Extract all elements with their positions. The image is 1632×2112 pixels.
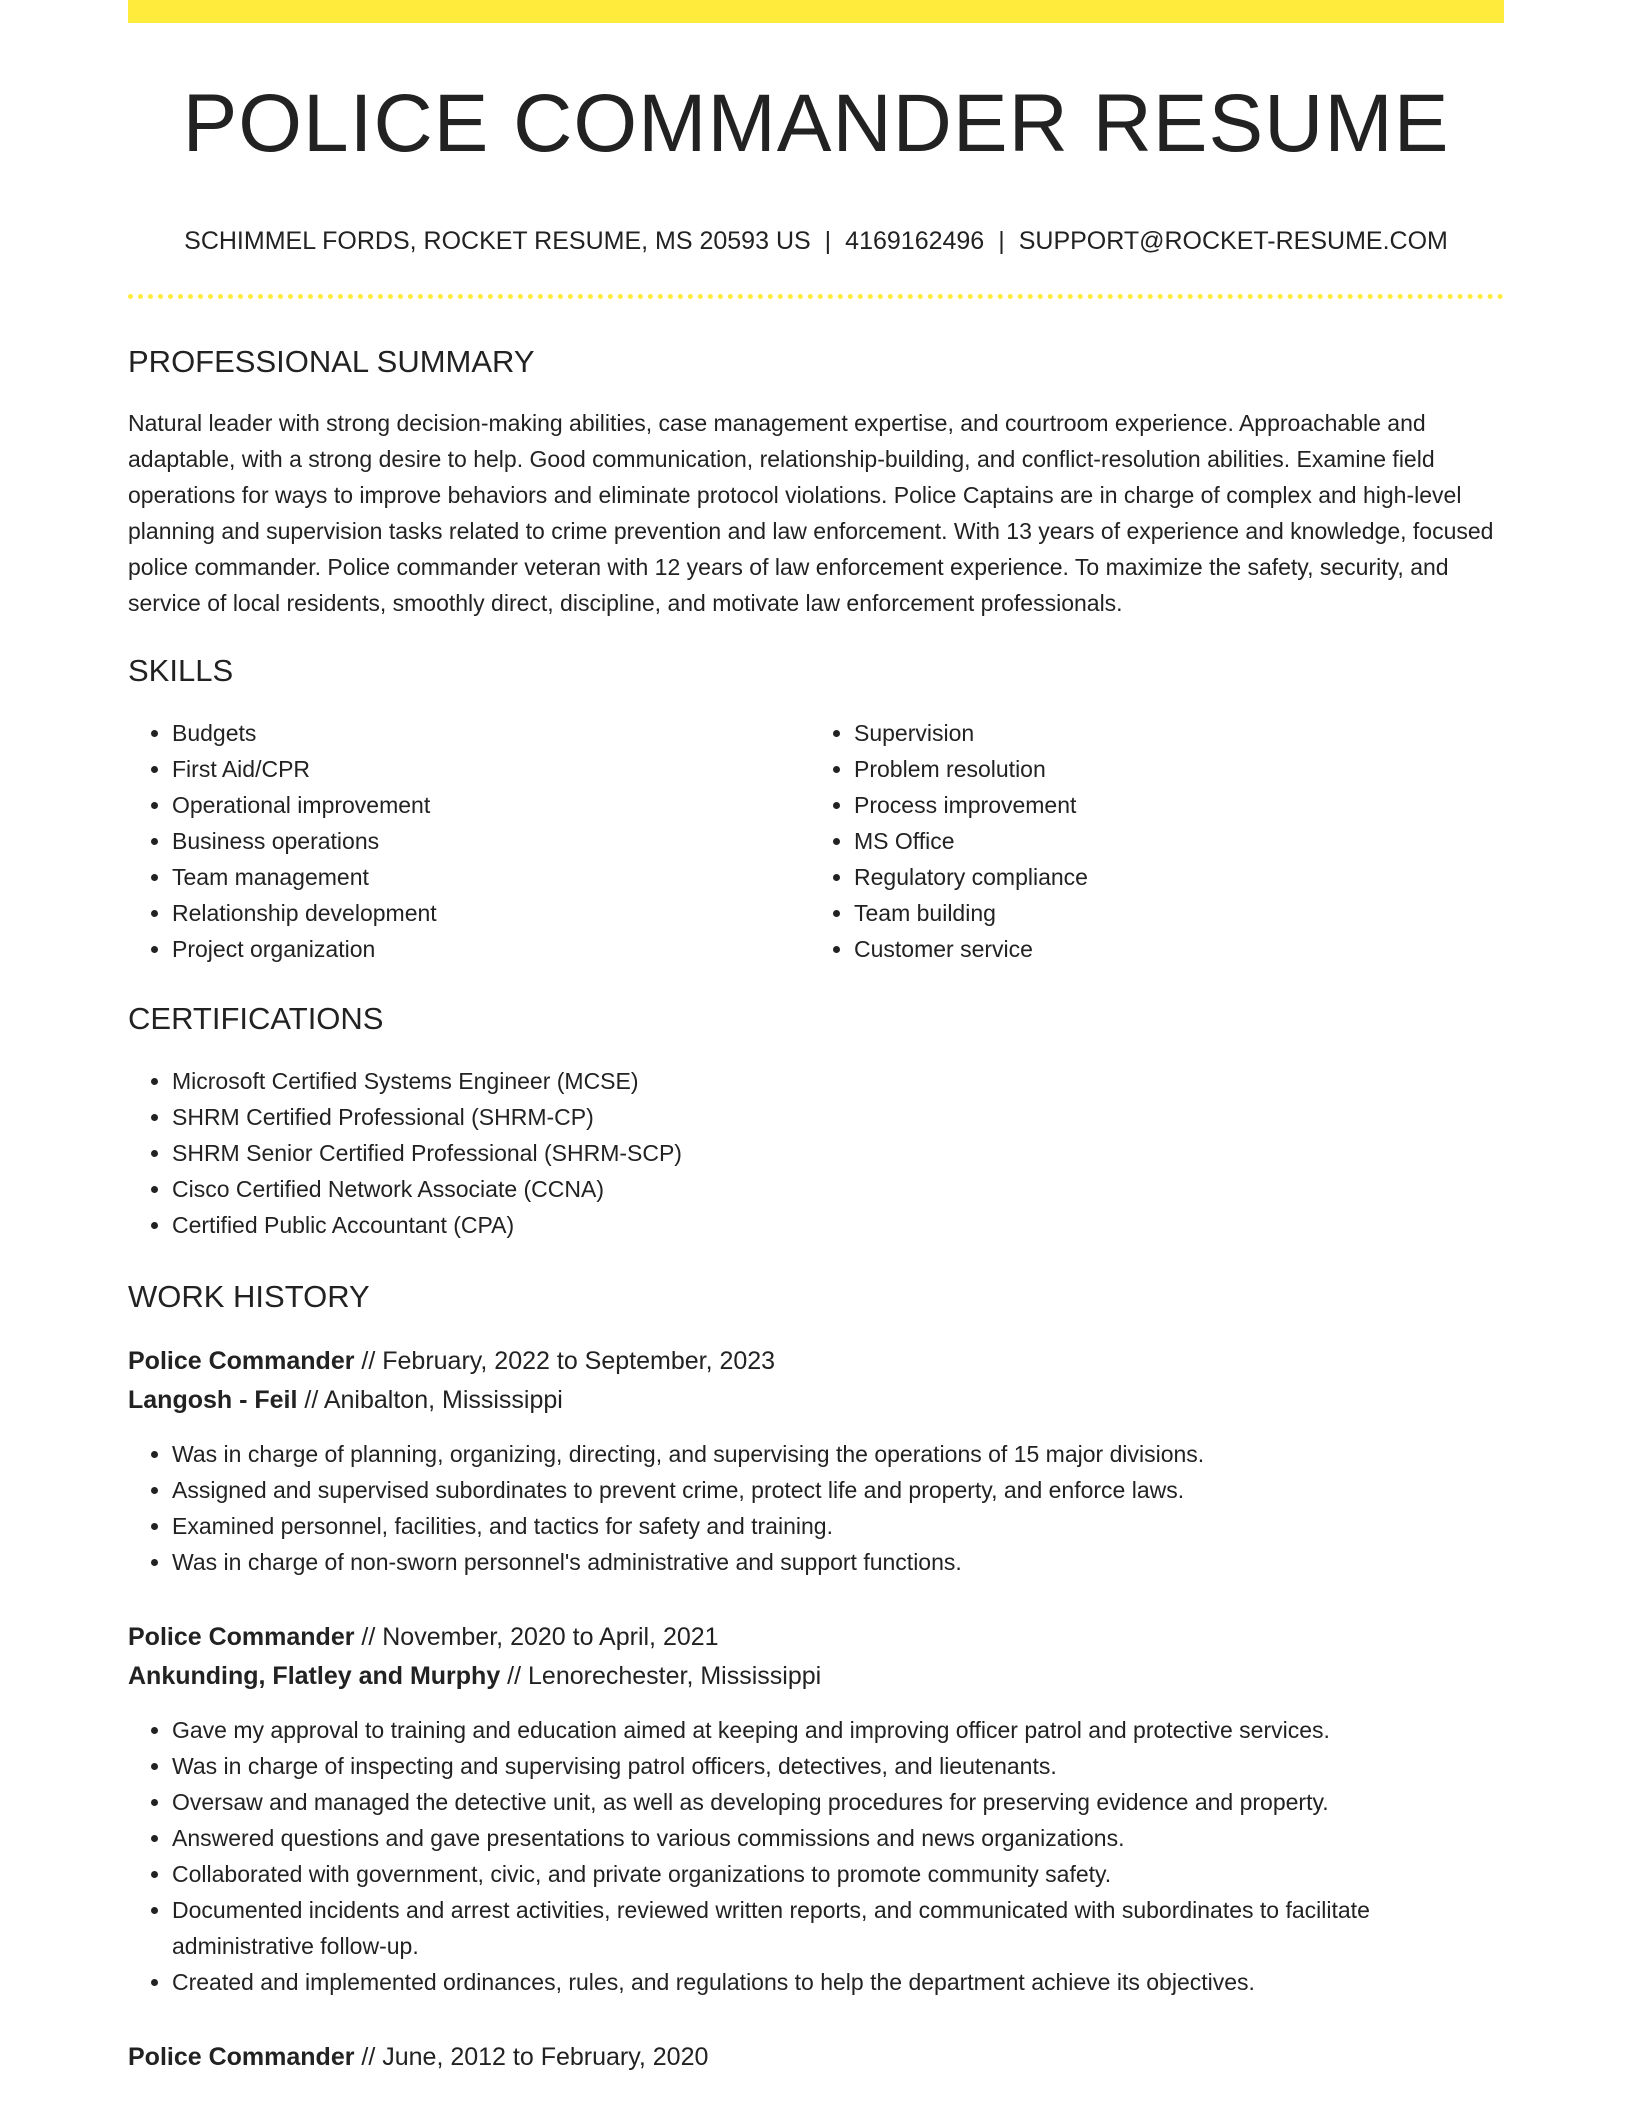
job-entry — [128, 1618, 1504, 2000]
skill-item: • Business operations — [172, 823, 806, 859]
contact-separator: | — [824, 227, 832, 255]
certification-item: • Certified Public Accountant (CPA) — [172, 1207, 1504, 1243]
skill-item: • First Aid/CPR — [172, 751, 806, 787]
job-bullet: • Assigned and supervised subordinates to prevent crime, protect life and property, and enforce laws. — [172, 1472, 1504, 1508]
job-title: Police Commander — [128, 1347, 355, 1375]
skill-item: • MS Office — [854, 823, 1488, 859]
skills-columns — [128, 715, 1504, 967]
job-bullet: • Was in charge of non-sworn personnel's administrative and support functions. — [172, 1544, 1504, 1580]
job-title: Police Commander — [128, 2043, 355, 2071]
job-company: Ankunding, Flatley and Murphy — [128, 1662, 501, 1690]
job-dates: // June, 2012 to February, 2020 — [354, 2043, 709, 2071]
skills-list-right — [806, 715, 1488, 967]
certification-item: • SHRM Certified Professional (SHRM-CP) — [172, 1099, 1504, 1135]
job-bullet: • Was in charge of planning, organizing, directing, and supervising the operations of 15 major divisions. — [172, 1436, 1504, 1472]
skill-item: • Operational improvement — [172, 787, 806, 823]
contact-separator: | — [998, 227, 1005, 255]
job-bullets — [128, 1436, 1504, 1580]
job-bullet: • Answered questions and gave presentations to various commissions and news organizations. — [172, 1820, 1504, 1856]
job-bullet: • Collaborated with government, civic, and private organizations to promote community safety. — [172, 1856, 1504, 1892]
skill-item: • Project organization — [172, 931, 806, 967]
skills-list-left — [128, 715, 806, 967]
skill-item: • Budgets — [172, 715, 806, 751]
skill-item: • Relationship development — [172, 895, 806, 931]
job-title-line — [128, 1618, 1504, 1657]
contact-email: SUPPORT@ROCKET-RESUME.COM — [1018, 227, 1448, 255]
job-company-line — [128, 1381, 1504, 1420]
dotted-divider — [128, 294, 1504, 299]
skill-item: • Team building — [854, 895, 1488, 931]
job-company: Langosh - Feil — [128, 1386, 298, 1414]
job-title-line — [128, 2038, 1504, 2077]
certification-item: • Cisco Certified Network Associate (CCNA) — [172, 1171, 1504, 1207]
job-title-line — [128, 1342, 1504, 1381]
job-location: // Lenorechester, Mississippi — [500, 1662, 822, 1690]
job-title: Police Commander — [128, 1623, 355, 1651]
skill-item: • Customer service — [854, 931, 1488, 967]
certifications-heading: CERTIFICATIONS — [128, 1001, 384, 1036]
job-bullet: • Gave my approval to training and education aimed at keeping and improving officer patrol and protective services. — [172, 1712, 1504, 1748]
contact-phone: 4169162496 — [845, 227, 985, 255]
contact-line — [128, 229, 1504, 254]
skill-item: • Problem resolution — [854, 751, 1488, 787]
job-location: // Anibalton, Mississippi — [297, 1386, 563, 1414]
job-entry — [128, 1342, 1504, 1580]
job-dates: // November, 2020 to April, 2021 — [354, 1623, 719, 1651]
contact-address: SCHIMMEL FORDS, ROCKET RESUME, MS 20593 US — [184, 227, 811, 255]
resume-page — [128, 0, 1504, 2077]
summary-text: Natural leader with strong decision-making abilities, case management expertise, and courtroom experience. Approachable and adaptable, with a strong desire to help. Good communication, relationship-building, and conflict-resolution abilities. Examine field operations for ways to improve behaviors and eliminate protocol violations. Police Captains are in charge of complex and high-level planning and supervision tasks related to crime prevention and law enforcement. With 13 years of experience and knowledge, focused police commander. Police commander veteran with 12 years of law enforcement experience. To maximize the safety, security, and service of local residents, smoothly direct, discipline, and motivate law enforcement professionals. — [128, 410, 1494, 616]
resume-title: POLICE COMMANDER RESUME — [182, 78, 1450, 169]
job-bullet: • Created and implemented ordinances, rules, and regulations to help the department achieve its objectives. — [172, 1964, 1504, 2000]
accent-bar — [128, 0, 1504, 23]
job-bullet: • Examined personnel, facilities, and tactics for safety and training. — [172, 1508, 1504, 1544]
job-dates: // February, 2022 to September, 2023 — [354, 1347, 776, 1375]
summary-heading: PROFESSIONAL SUMMARY — [128, 344, 535, 379]
job-bullet: • Was in charge of inspecting and supervising patrol officers, detectives, and lieutenants. — [172, 1748, 1504, 1784]
skill-item: • Supervision — [854, 715, 1488, 751]
job-bullet: • Documented incidents and arrest activities, reviewed written reports, and communicated with subordinates to facilitate administrative follow-up. — [172, 1892, 1504, 1964]
job-bullets — [128, 1712, 1504, 2000]
work-history-heading: WORK HISTORY — [128, 1279, 370, 1314]
job-entry — [128, 2038, 1504, 2077]
skill-item: • Process improvement — [854, 787, 1488, 823]
skill-item: • Regulatory compliance — [854, 859, 1488, 895]
certification-item: • Microsoft Certified Systems Engineer (MCSE) — [172, 1063, 1504, 1099]
certification-item: • SHRM Senior Certified Professional (SHRM-SCP) — [172, 1135, 1504, 1171]
certifications-list — [128, 1063, 1504, 1243]
job-company-line — [128, 1657, 1504, 1696]
skills-heading: SKILLS — [128, 653, 234, 688]
skill-item: • Team management — [172, 859, 806, 895]
job-bullet: • Oversaw and managed the detective unit, as well as developing procedures for preserving evidence and property. — [172, 1784, 1504, 1820]
